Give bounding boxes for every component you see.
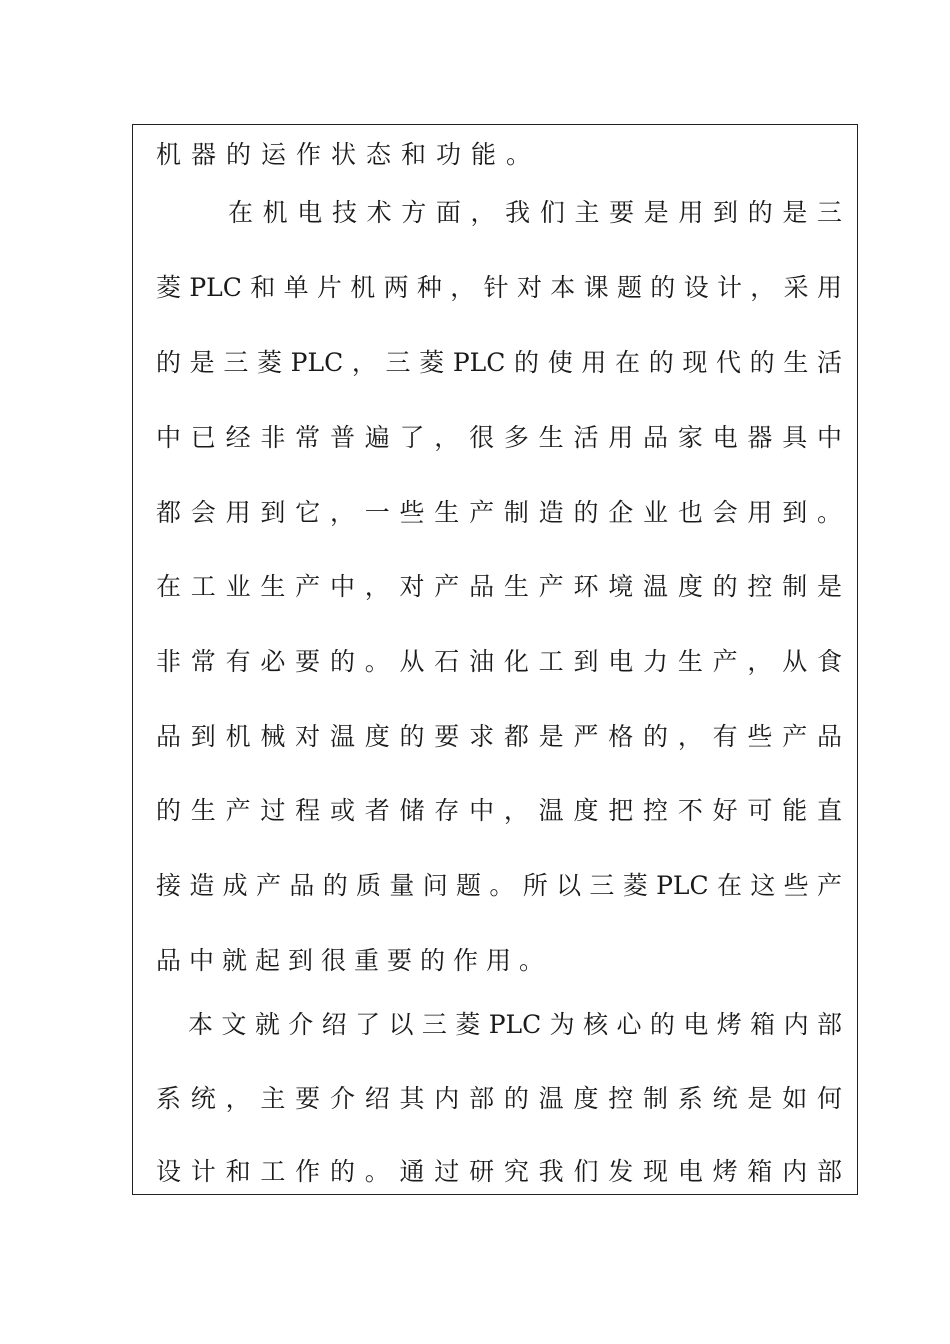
text-line-4: 的是三菱PLC，三菱PLC的使用在的现代的生活: [156, 348, 842, 377]
text-line-14: 系统，主要介绍其内部的温度控制系统是如何: [156, 1084, 842, 1113]
text-frame: [132, 124, 858, 1195]
text-line-12: 品中就起到很重要的作用。: [156, 946, 553, 975]
text-line-2: 在机电技术方面，我们主要是用到的是三: [228, 198, 842, 227]
text-line-13: 本文就介绍了以三菱PLC为核心的电烤箱内部: [188, 1010, 842, 1039]
text-line-10: 的生产过程或者储存中，温度把控不好可能直: [156, 796, 842, 825]
text-line-3: 菱PLC和单片机两种，针对本课题的设计，采用: [156, 273, 842, 302]
text-line-5: 中已经非常普遍了，很多生活用品家电器具中: [156, 423, 842, 452]
text-line-11: 接造成产品的质量问题。所以三菱PLC在这些产: [156, 871, 842, 900]
text-line-6: 都会用到它，一些生产制造的企业也会用到。: [156, 498, 842, 527]
text-line-15: 设计和工作的。通过研究我们发现电烤箱内部: [156, 1157, 842, 1186]
text-line-7: 在工业生产中，对产品生产环境温度的控制是: [156, 572, 842, 601]
text-line-8: 非常有必要的。从石油化工到电力生产，从食: [156, 647, 842, 676]
text-line-9: 品到机械对温度的要求都是严格的，有些产品: [156, 722, 842, 751]
text-line-1: 机器的运作状态和功能。: [156, 140, 542, 169]
